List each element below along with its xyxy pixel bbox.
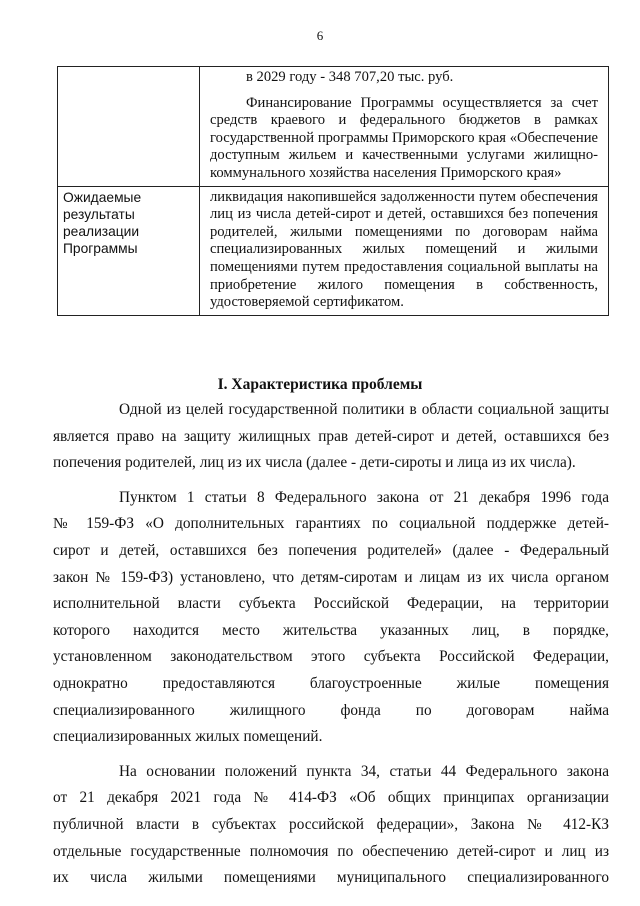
text-line: однократно предоставляются благоустроенные жилые помещения: [53, 674, 609, 692]
text-line: которого находится место жительства указанных лиц, в порядке,: [53, 621, 609, 639]
page-number: 6: [316, 28, 324, 43]
section-title: I. Характеристика проблемы: [217, 376, 423, 393]
text-line: № 159-ФЗ «О дополнительных гарантиях по социальной поддержке детей-: [53, 515, 609, 533]
text-line: На основании положений пункта 34, статьи 44 Федерального закона: [119, 762, 609, 780]
text-line: от 21 декабря 2021 года № 414-ФЗ «Об общих принципах организации: [53, 789, 609, 807]
text-line: специализированного жилищного фонда по договорам найма: [53, 701, 609, 719]
financing-2029: в 2029 году - 348 707,20 тыс. руб.: [246, 69, 454, 85]
row-label-expected-results: Ожидаемые результаты реализации Программы: [58, 186, 200, 315]
table-row: [58, 186, 609, 315]
table-row: [58, 67, 609, 187]
text-line: является право на защиту жилищных прав детей-сирот и детей, оставшихся без: [53, 427, 609, 445]
text-line: установленном законодательством этого субъекта Российской Федерации,: [53, 648, 609, 666]
text-line: Одной из целей государственной политики в области социальной защиты: [119, 401, 609, 418]
text-line: Пунктом 1 статьи 8 Федерального закона от 21 декабря 1996 года: [119, 488, 609, 506]
text-line: отдельные государственные полномочия по обеспечению детей-сирот и лиц из: [53, 842, 609, 860]
program-passport-table: [57, 66, 609, 316]
body-text: [53, 397, 609, 892]
text-line: закон № 159-ФЗ) установлено, что детям-сиротам и лицам из их числа органом: [53, 568, 609, 586]
row-value-financing: [200, 67, 609, 187]
text-line: сирот и детей, оставшихся без попечения родителей» (далее - Федеральный: [53, 541, 609, 559]
text-line: публичной власти в субъектах российской федерации», Закона № 412-КЗ: [53, 815, 609, 833]
text-line: специализированных жилых помещений.: [53, 728, 323, 746]
expected-results-text: ликвидация накопившейся задолженности путем обеспечения лиц из числа детей-сирот и детей, оставшихся без попечения родителей, жилыми помещениями по договорам найма специализированных жилых помещений и жилыми помещениями путем предоставления социальной выплаты на приобретение жилого помещения в собственность, удостоверяемой сертификатом.: [210, 188, 598, 311]
row-value-expected-results: [200, 186, 609, 315]
text-line: попечения родителей, лиц из их числа (далее - дети-сироты и лица из их числа).: [53, 454, 576, 472]
paragraph-2: [53, 485, 609, 751]
financing-source: Финансирование Программы осуществляется за счет средств краевого и федерального бюджетов в рамках государственной программы Приморского края «Обеспечение доступным жильем и качественными услугами жилищно-коммунального хозяйства населения Приморского края»: [210, 94, 598, 181]
text-line: исполнительной власти субъекта Российской Федерации, на территории: [53, 595, 609, 613]
paragraph-1: [53, 397, 609, 477]
row-label: [58, 67, 200, 187]
paragraph-3: [53, 759, 609, 892]
text-line: их числа жилыми помещениями муниципального специализированного: [53, 869, 609, 887]
